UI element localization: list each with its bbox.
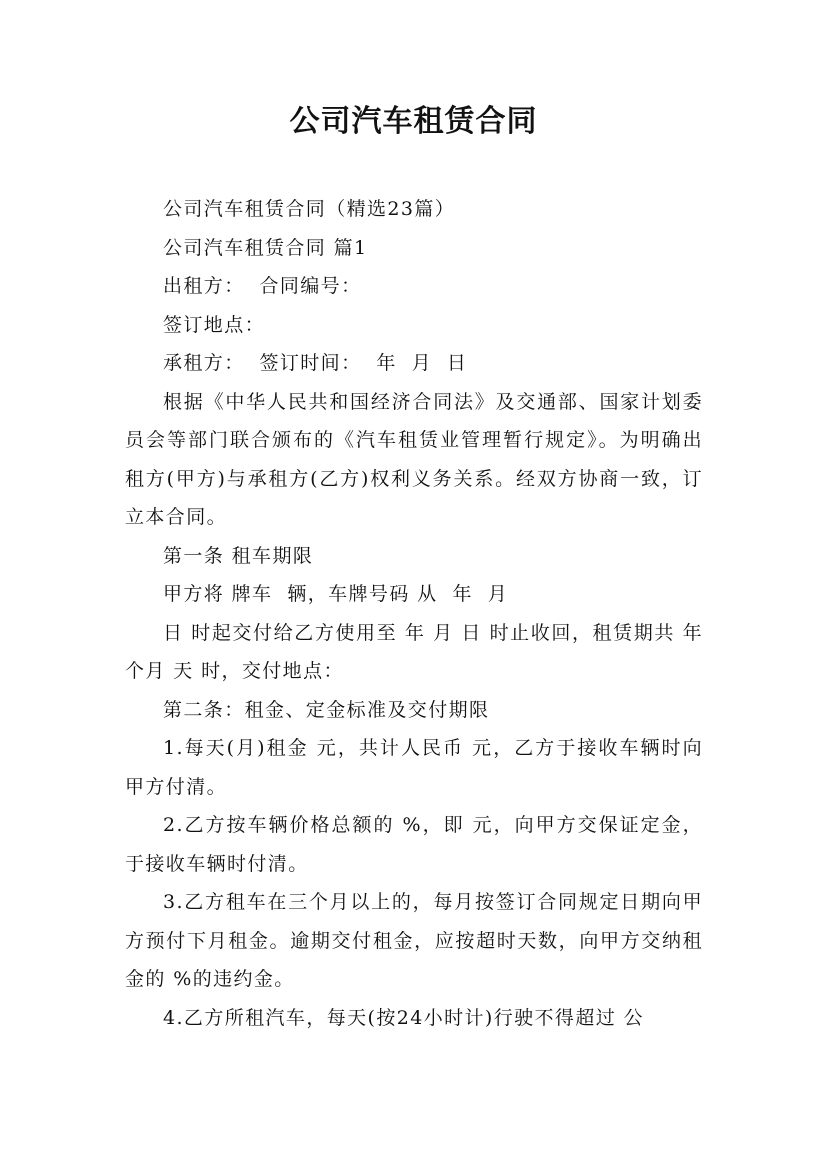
paragraph-section-heading: 公司汽车租赁合同 篇1 bbox=[163, 236, 368, 259]
document-body bbox=[125, 190, 703, 1037]
paragraph-lessor: 出租方： 合同编号： bbox=[163, 275, 362, 297]
paragraph-lessee: 承租方： 签订时间： 年 月 日 bbox=[163, 352, 468, 374]
paragraph-clause-1: 1.每天(月)租金 元，共计人民币 元，乙方于接收车辆时向甲方付清。 bbox=[125, 737, 703, 798]
paragraph-article-1-period: 日 时起交付给乙方使用至 年 月 日 时止收回，租赁期共 年 个月 天 时，交付地点： bbox=[125, 621, 703, 682]
paragraph-clause-3: 3.乙方租车在三个月以上的，每月按签订合同规定日期向甲方预付下月租金。逾期交付租金，应按超时天数，向甲方交纳租金的 %的违约金。 bbox=[125, 891, 703, 990]
paragraph-clause-4: 4.乙方所租汽车，每天(按24小时计)行驶不得超过 公 bbox=[163, 1006, 644, 1029]
paragraph-article-1-heading: 第一条 租车期限 bbox=[163, 544, 314, 567]
document-title: 公司汽车租赁合同 bbox=[289, 104, 538, 139]
paragraph-signing-place: 签订地点： bbox=[163, 313, 266, 336]
paragraph-subtitle: 公司汽车租赁合同（精选23篇） bbox=[163, 198, 456, 220]
paragraph-article-1-vehicle: 甲方将 牌车 辆，车牌号码 从 年 月 bbox=[163, 583, 509, 605]
paragraph-article-2-heading: 第二条：租金、定金标准及交付期限 bbox=[163, 698, 490, 721]
paragraph-clause-2: 2.乙方按车辆价格总额的 %，即 元，向甲方交保证定金，于接收车辆时付清。 bbox=[125, 814, 703, 875]
paragraph-preamble: 根据《中华人民共和国经济合同法》及交通部、国家计划委员会等部门联合颁布的《汽车租赁业管理暂行规定》。为明确出租方(甲方)与承租方(乙方)权利义务关系。经双方协商一致，订立本合同。 bbox=[125, 390, 703, 528]
